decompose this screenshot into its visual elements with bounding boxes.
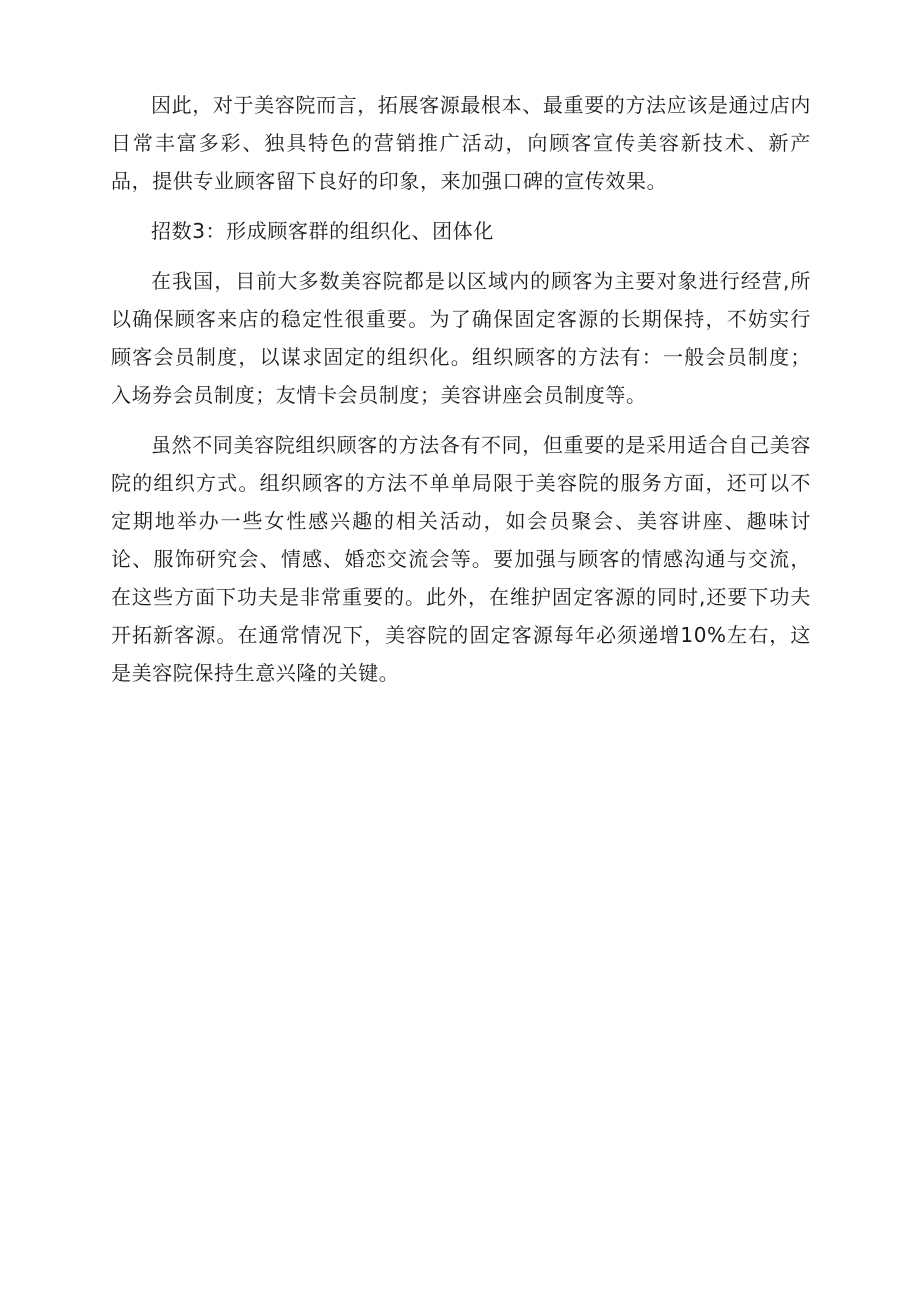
paragraph-intro: 因此，对于美容院而言，拓展客源最根本、最重要的方法应该是通过店内日常丰富多彩、独具特色的营销推广活动，向顾客宣传美容新技术、新产品，提供专业顾客留下良好的印象，来加强口碑的宣传效果。 [111, 93, 811, 193]
paragraph-organization: 虽然不同美容院组织顾客的方法各有不同，但重要的是采用适合自己美容院的组织方式。组织顾客的方法不单单局限于美容院的服务方面，还可以不定期地举办一些女性感兴趣的相关活动，如会员聚会、美容讲座、趣味讨论、服饰研究会、情感、婚恋交流会等。要加强与顾客的情感沟通与交流，在这些方面下功夫是非常重要的。此外，在维护固定客源的同时,还要下功夫开拓新客源。在通常情况下，美容院的固定客源每年必须递增10%左右，这是美容院保持生意兴隆的关键。 [111, 433, 811, 685]
paragraph-membership: 在我国，目前大多数美容院都是以区域内的顾客为主要对象进行经营,所以确保顾客来店的稳定性很重要。为了确保固定客源的长期保持，不妨实行顾客会员制度，以谋求固定的组织化。组织顾客的方法有：一般会员制度；入场券会员制度；友情卡会员制度；美容讲座会员制度等。 [111, 269, 811, 407]
document-body [111, 86, 811, 704]
section-heading: 招数3：形成顾客群的组织化、团体化 [151, 219, 494, 243]
